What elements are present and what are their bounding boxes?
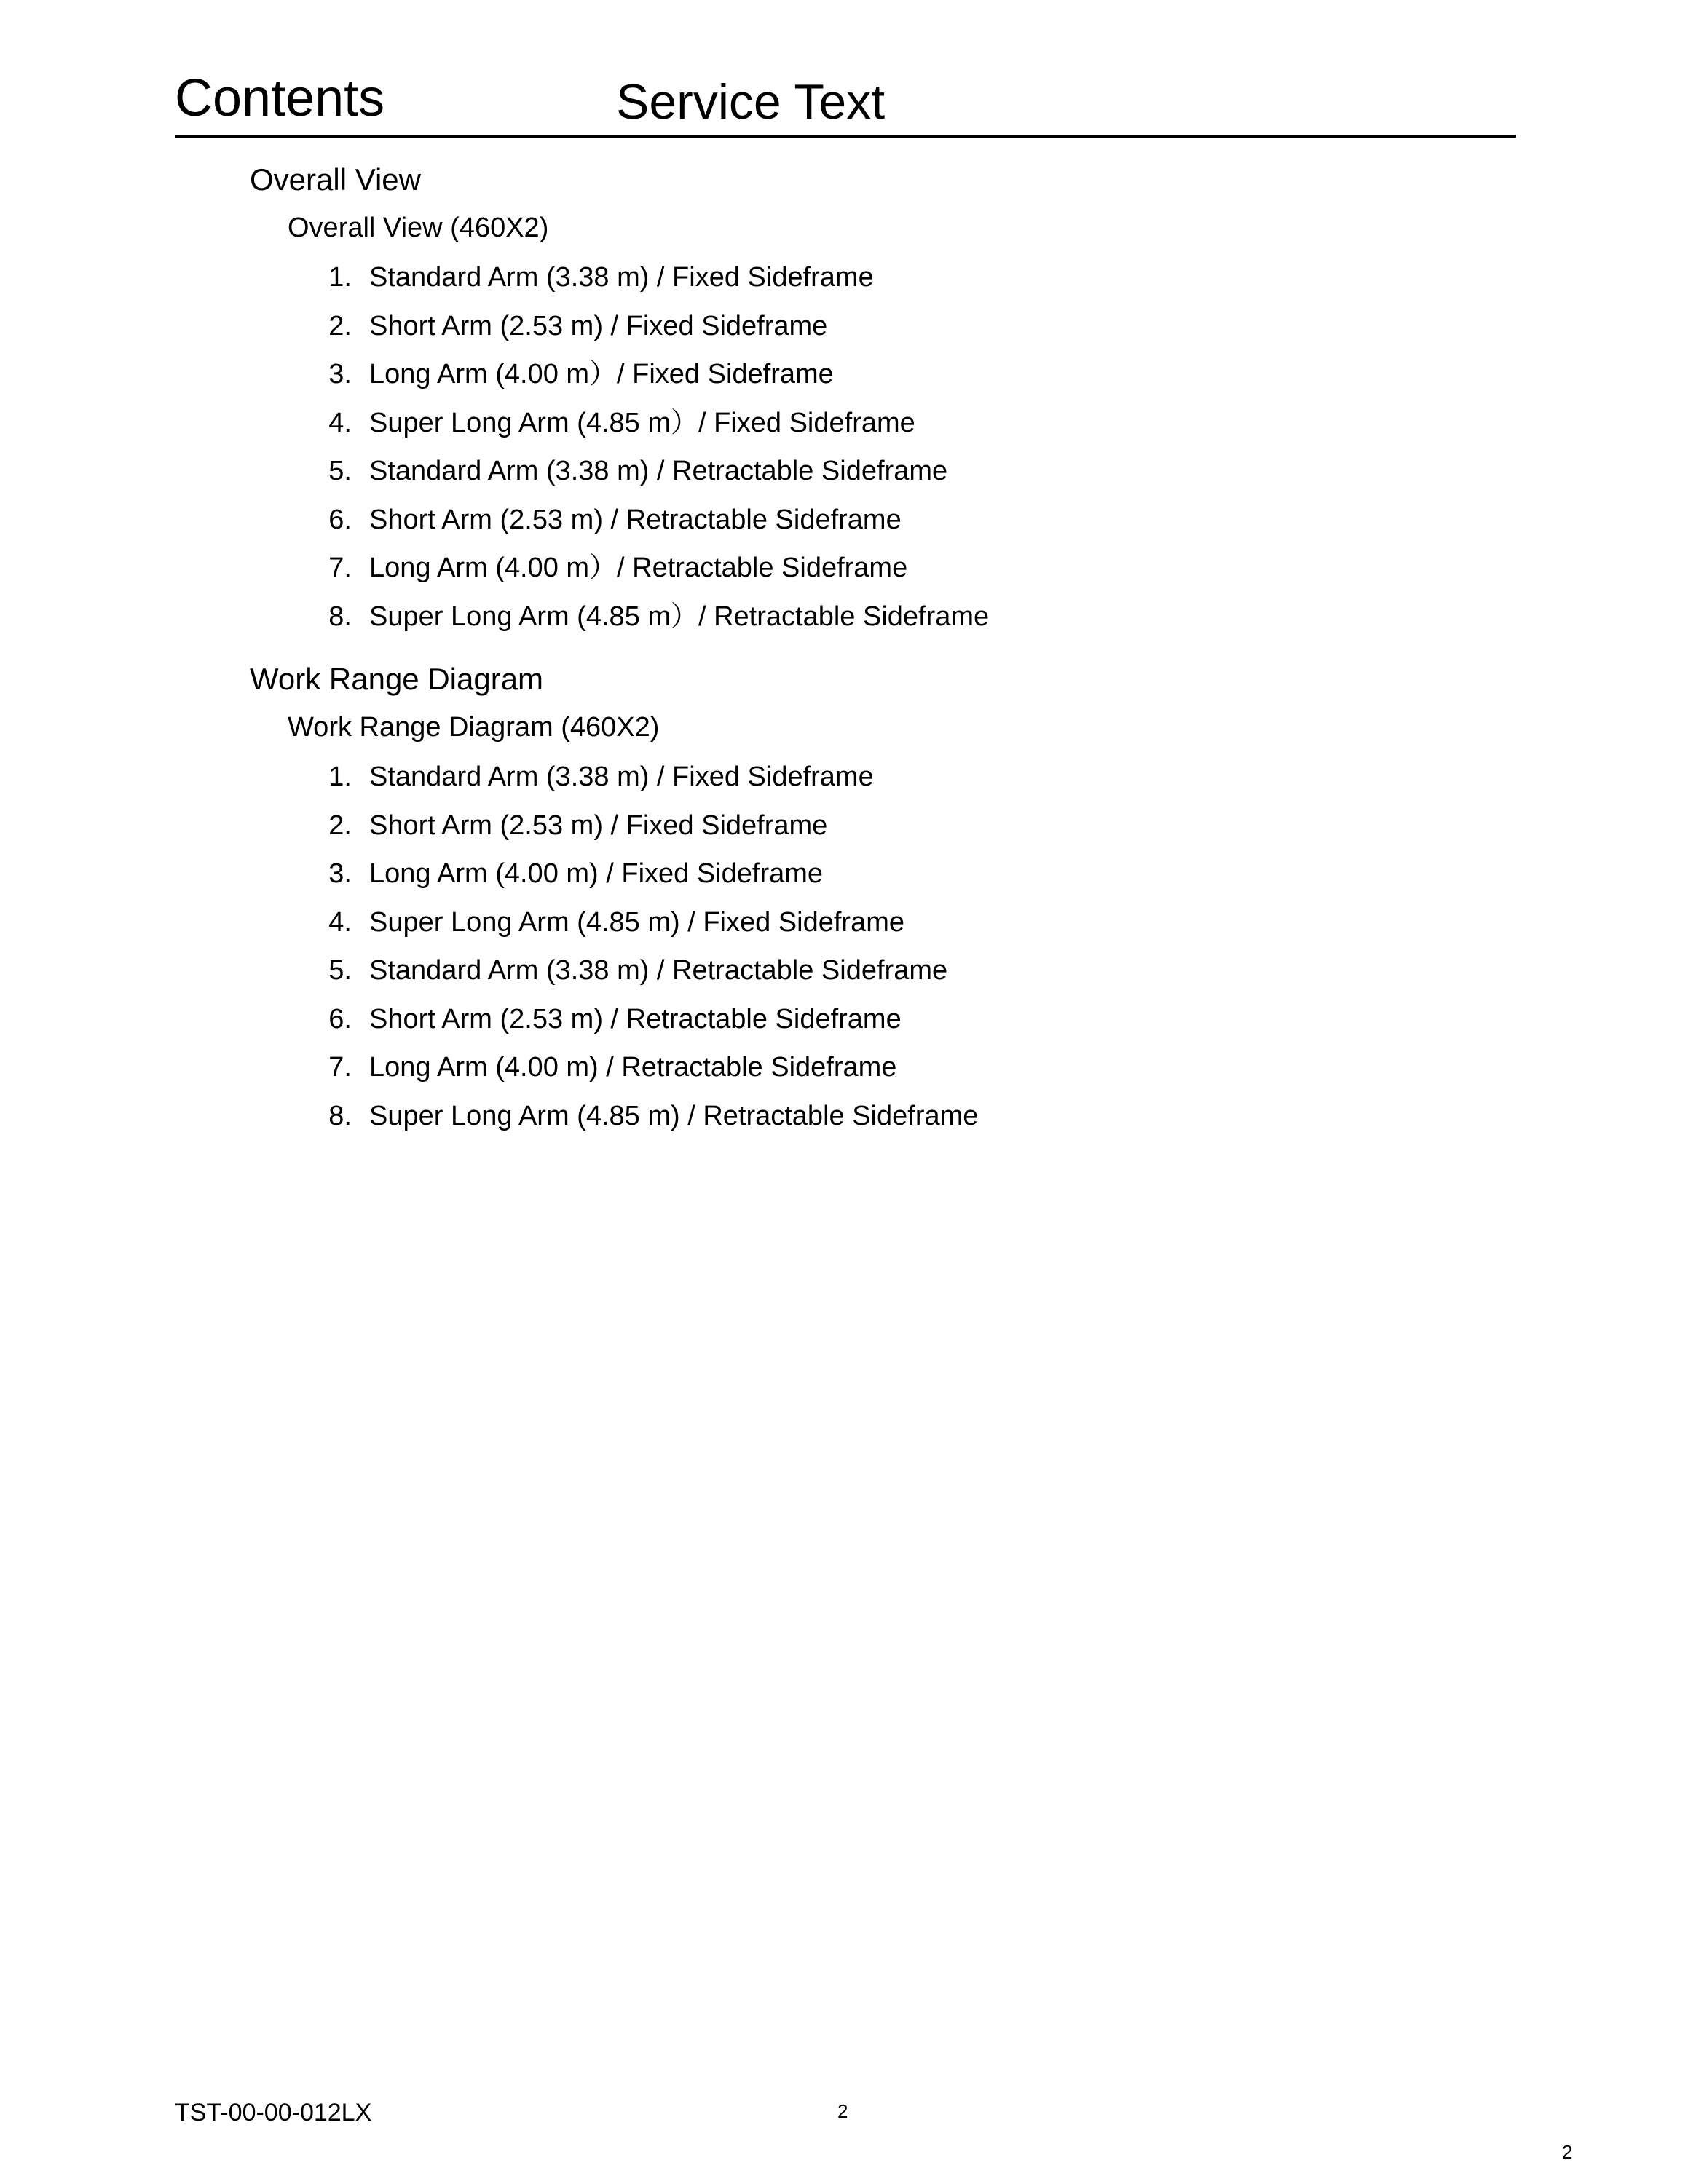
item-text: Short Arm (2.53 m) / Fixed Sideframe <box>369 810 828 841</box>
list-item[interactable] <box>250 496 1488 545</box>
list-item[interactable] <box>250 350 1488 399</box>
list-item[interactable] <box>250 995 1488 1044</box>
item-number: 4. <box>328 407 352 438</box>
subsection-heading: Overall View (460X2) <box>288 213 549 243</box>
item-text: Short Arm (2.53 m) / Fixed Sideframe <box>369 310 828 341</box>
item-number: 1. <box>328 262 352 293</box>
list-item[interactable] <box>250 898 1488 947</box>
item-number: 5. <box>328 955 352 986</box>
item-number: 6. <box>328 504 352 535</box>
item-text: Long Arm (4.00 m) / Retractable Sideframe <box>369 1052 897 1083</box>
item-number: 5. <box>328 456 352 486</box>
list-item[interactable] <box>250 802 1488 850</box>
section-overall-view <box>250 162 1488 641</box>
item-text: Standard Arm (3.38 m) / Fixed Sideframe <box>369 761 874 792</box>
list-item[interactable] <box>250 850 1488 898</box>
item-number: 4. <box>328 906 352 938</box>
list-item[interactable] <box>250 302 1488 351</box>
list-item[interactable] <box>250 1043 1488 1092</box>
item-number: 8. <box>328 601 352 632</box>
document-number: TST-00-00-012LX <box>175 2099 372 2126</box>
list-item[interactable] <box>250 753 1488 802</box>
item-text: Long Arm (4.00 m）/ Retractable Sideframe <box>369 553 908 583</box>
item-text: Standard Arm (3.38 m) / Retractable Sideframe <box>369 456 948 486</box>
item-text: Super Long Arm (4.85 m) / Fixed Sideframe <box>369 906 904 938</box>
section-heading: Overall View <box>250 162 421 197</box>
item-text: Long Arm (4.00 m）/ Fixed Sideframe <box>369 359 834 389</box>
item-number: 7. <box>328 553 352 583</box>
list-item[interactable] <box>250 399 1488 448</box>
item-text: Standard Arm (3.38 m) / Fixed Sideframe <box>369 262 874 293</box>
item-number: 3. <box>328 359 352 389</box>
section-work-range-diagram <box>250 661 1488 1140</box>
item-number: 2. <box>328 310 352 341</box>
item-number: 7. <box>328 1052 352 1083</box>
item-text: Long Arm (4.00 m) / Fixed Sideframe <box>369 858 824 889</box>
list-item[interactable] <box>250 253 1488 302</box>
item-text: Standard Arm (3.38 m) / Retractable Sideframe <box>369 955 948 986</box>
item-number: 2. <box>328 810 352 841</box>
page-header <box>175 69 1516 138</box>
list-item[interactable] <box>250 447 1488 496</box>
page-number: 2 <box>837 2100 848 2122</box>
section-heading: Work Range Diagram <box>250 662 544 696</box>
corner-page-number: 2 <box>1562 2141 1573 2163</box>
item-number: 6. <box>328 1003 352 1034</box>
contents-list <box>250 253 1488 641</box>
item-text: Short Arm (2.53 m) / Retractable Sideframe <box>369 1003 902 1034</box>
item-text: Super Long Arm (4.85 m）/ Fixed Sideframe <box>369 407 915 438</box>
page-title: Contents <box>175 69 385 127</box>
subsection-heading: Work Range Diagram (460X2) <box>288 712 660 743</box>
item-text: Super Long Arm (4.85 m）/ Retractable Sideframe <box>369 601 990 632</box>
list-item[interactable] <box>250 1092 1488 1141</box>
item-number: 3. <box>328 858 352 889</box>
item-text: Super Long Arm (4.85 m) / Retractable Sideframe <box>369 1100 979 1131</box>
list-item[interactable] <box>250 593 1488 641</box>
item-number: 1. <box>328 761 352 792</box>
list-item[interactable] <box>250 946 1488 995</box>
list-item[interactable] <box>250 544 1488 593</box>
page-subtitle: Service Text <box>616 74 886 130</box>
item-number: 8. <box>328 1100 352 1131</box>
contents-list <box>250 753 1488 1140</box>
item-text: Short Arm (2.53 m) / Retractable Sideframe <box>369 504 902 535</box>
